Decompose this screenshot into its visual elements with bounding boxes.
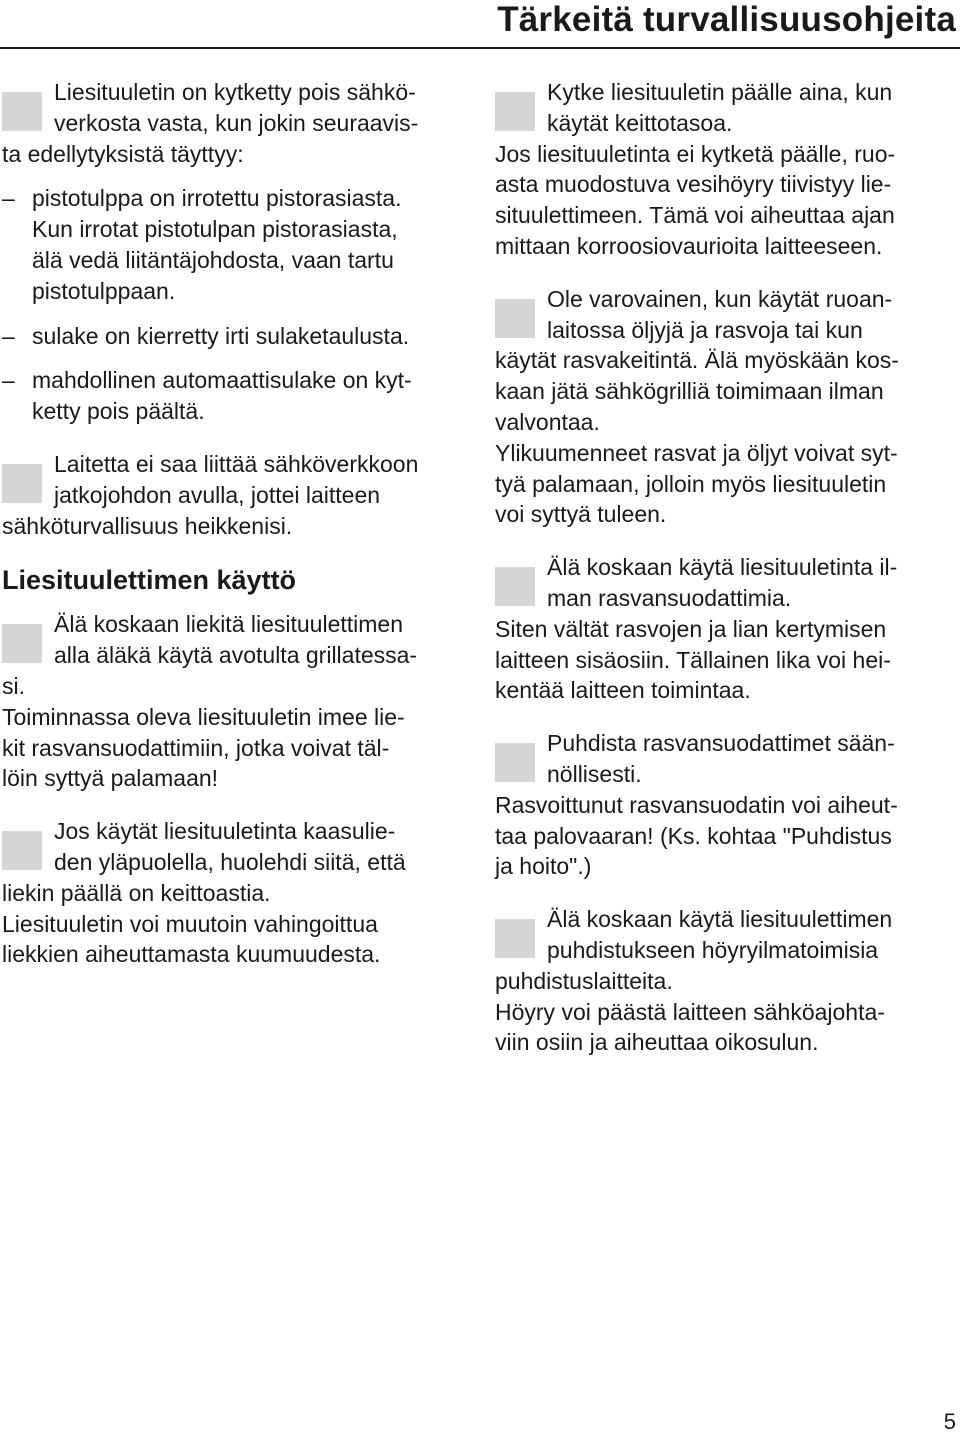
text-line: ja hoito".) (495, 853, 592, 880)
text-line: valvontaa. (495, 408, 600, 435)
text-line: verkosta vasta, kun jokin seuraavis- (54, 109, 419, 136)
text-line: viin osiin ja aiheuttaa oikosulun. (495, 1029, 819, 1056)
dash-item-plug (2, 183, 470, 306)
dash-item-fuse (2, 321, 470, 352)
text-line: kentää laitteen toimintaa. (495, 677, 751, 704)
text-line: nöllisesti. (547, 760, 642, 787)
safety-item-grease-filters (495, 552, 950, 706)
text-line: situulettimeen. Tämä voi aiheuttaa ajan (495, 202, 895, 229)
bullet-square-icon (2, 831, 42, 870)
text-line: puhdistuslaitteita. (495, 967, 673, 994)
text-line: – pistotulppa on irrotettu pistorasiasta. (2, 183, 470, 214)
page-header-title: Tärkeitä turvallisuusohjeita (497, 0, 956, 39)
left-column (2, 77, 470, 970)
text-line: liekin päällä on keittoastia. (2, 879, 271, 906)
text-line: Rasvoittunut rasvansuodatin voi aiheut- (495, 791, 898, 818)
text-line: kit rasvansuodattimiin, jotka voivat täl- (2, 734, 390, 761)
bullet-square-icon (495, 92, 535, 131)
text-line: si. (2, 672, 25, 699)
text-line: jatkojohdon avulla, jottei laitteen (54, 481, 381, 508)
text-line: käytät rasvakeitintä. Älä myöskään kos- (495, 347, 899, 374)
bullet-square-icon (2, 624, 42, 663)
text-line: älä vedä liitäntäjohdosta, vaan tartu (32, 246, 394, 273)
text-line: Jos käytät liesituuletinta kaasulie- (54, 818, 396, 845)
safety-item-clean-filters (495, 728, 950, 882)
safety-item-gas-burner (2, 816, 470, 970)
safety-item-disconnect (2, 77, 470, 169)
text-line: puhdistukseen höyryilmatoimisia (547, 936, 879, 963)
safety-item-oils-fats (495, 284, 950, 530)
page-number: 5 (943, 1409, 956, 1434)
safety-item-steam-cleaner (495, 904, 950, 1058)
text-line: kaan jätä sähkögrilliä toimimaan ilman (495, 378, 884, 405)
text-line: Laitetta ei saa liittää sähköverkkoon (54, 450, 419, 477)
bullet-square-icon (2, 92, 42, 131)
text-line: Jos liesituuletinta ei kytketä päälle, ruo- (495, 140, 896, 167)
text-line: Ole varovainen, kun käytät ruoan- (547, 285, 893, 312)
dash-icon: – (2, 185, 15, 212)
text-line: tyä palamaan, jolloin myös liesituuletin (495, 470, 887, 497)
safety-item-switch-on (495, 77, 950, 262)
text-line: mittaan korroosiovaurioita laitteeseen. (495, 232, 883, 259)
text-line: Älä koskaan käytä liesituulettimen (547, 906, 893, 933)
text-line: laitossa öljyjä ja rasvoja tai kun (547, 316, 863, 343)
safety-item-flambe (2, 609, 470, 794)
text-line: käytät keittotasoa. (547, 109, 733, 136)
header-rule (0, 47, 960, 49)
text-line: taa palovaaran! (Ks. kohtaa "Puhdistus (495, 822, 892, 849)
text-line: – sulake on kierretty irti sulaketaulusta. (2, 321, 470, 352)
text-line: Puhdista rasvansuodattimet sään- (547, 730, 895, 757)
text-line: Siten vältät rasvojen ja lian kertymisen (495, 615, 887, 642)
bullet-square-icon (495, 743, 535, 782)
text-line: ketty pois päältä. (32, 398, 205, 425)
text-line: man rasvansuodattimia. (547, 584, 792, 611)
text-line: Liesituuletin voi muutoin vahingoittua (2, 910, 378, 937)
text-line: Liesituuletin on kytketty pois sähkö- (54, 79, 416, 105)
dash-item-breaker (2, 365, 470, 427)
bullet-square-icon (495, 919, 535, 958)
text-line: den yläpuolella, huolehdi siitä, että (54, 848, 406, 875)
text-line: ta edellytyksistä täyttyy: (2, 140, 244, 167)
dash-icon: – (2, 367, 15, 394)
text-line: Ylikuumenneet rasvat ja öljyt voivat syt- (495, 439, 898, 466)
right-column (495, 77, 950, 1058)
bullet-square-icon (495, 299, 535, 338)
text-line: Kytke liesituuletin päälle aina, kun (547, 79, 893, 105)
text-line: Toiminnassa oleva liesituuletin imee lie- (2, 703, 405, 730)
text-line: voi syttyä tuleen. (495, 501, 667, 528)
text-line: Höyry voi päästä laitteen sähköajohta- (495, 998, 885, 1025)
text-line: alla äläkä käytä avotulta grillatessa- (54, 642, 418, 669)
text-line: Älä koskaan liekitä liesituulettimen (54, 611, 404, 638)
text-line: Älä koskaan käytä liesituuletinta il- (547, 554, 898, 581)
bullet-square-icon (495, 567, 535, 606)
text-line: laitteen sisäosiin. Tällainen lika voi hei- (495, 646, 891, 673)
text-line: pistotulppaan. (32, 277, 176, 304)
text-line: sähköturvallisuus heikkenisi. (2, 512, 293, 539)
safety-item-extension-cord (2, 449, 470, 541)
text-line: löin syttyä palamaan! (2, 765, 219, 792)
text-line: asta muodostuva vesihöyry tiivistyy lie- (495, 171, 892, 198)
text-line: Kun irrotat pistotulpan pistorasiasta, (32, 216, 398, 243)
bullet-square-icon (2, 464, 42, 503)
text-line: liekkien aiheuttamasta kuumuudesta. (2, 941, 381, 968)
dash-icon: – (2, 322, 15, 349)
section-title: Liesituulettimen käyttö (2, 565, 297, 596)
text-line: – mahdollinen automaattisulake on kyt- (2, 365, 470, 396)
